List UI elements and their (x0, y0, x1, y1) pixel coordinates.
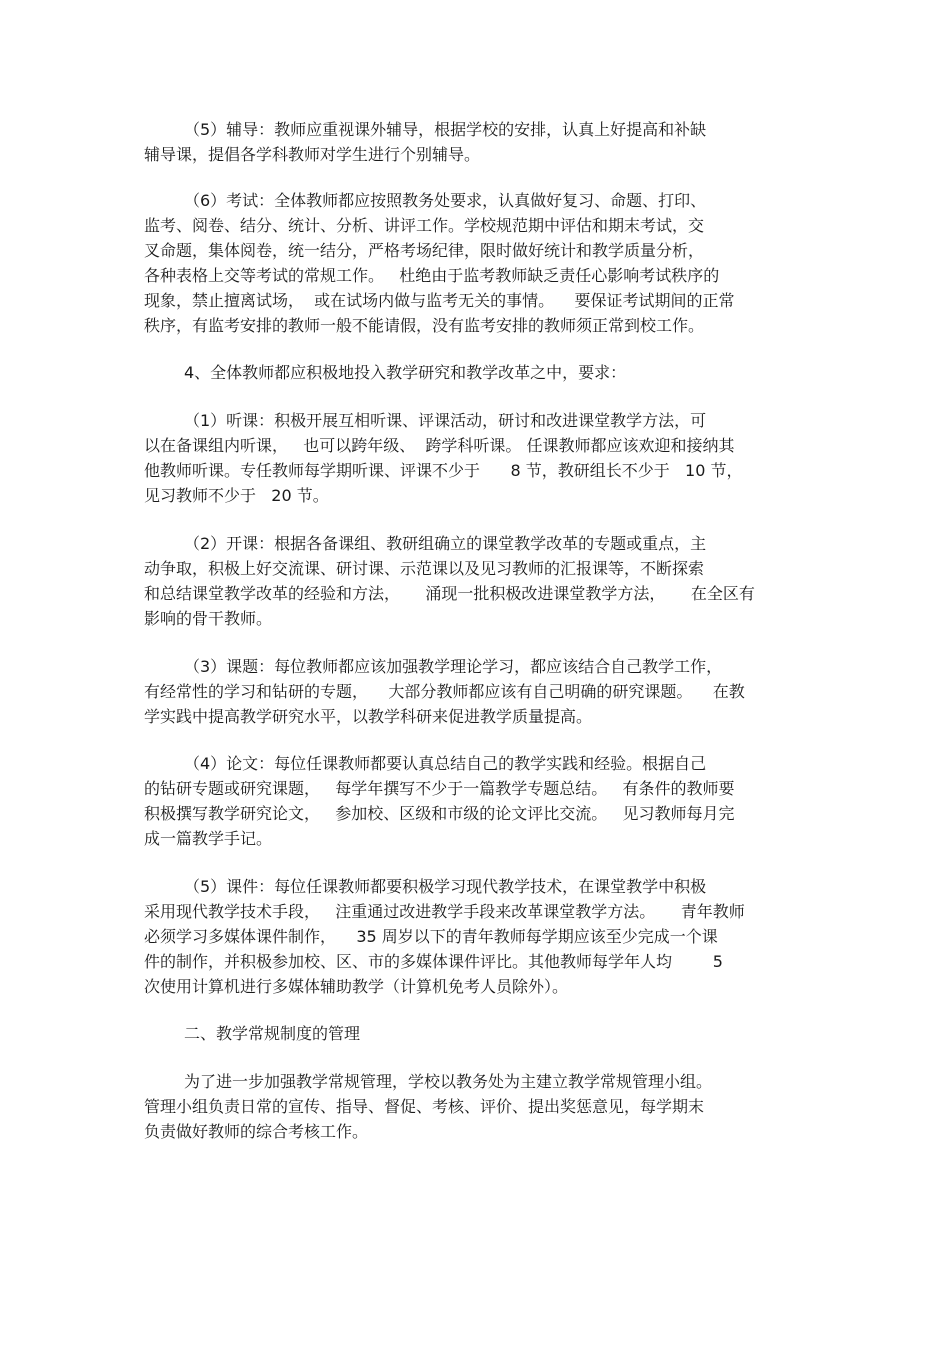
text-line: 成一篇教学手记。 (144, 829, 273, 848)
text-line: （3）课题：每位教师都应该加强教学理论学习，都应该结合自己教学工作， (184, 657, 723, 676)
text-line: 影响的骨干教师。 (144, 609, 273, 628)
text-line: 积极撰写教学研究论文， 参加校、区级和市级的论文评比交流。 见习教师每月完 (144, 804, 735, 823)
text-line: 秩序，有监考安排的教师一般不能请假，没有监考安排的教师须正常到校工作。 (144, 316, 705, 335)
text-line: 件的制作，并积极参加校、区、市的多媒体课件评比。其他教师每学年人均 5 (144, 952, 723, 971)
text-line: 有经常性的学习和钻研的专题， 大部分教师都应该有自己明确的研究课题。 在教 (144, 682, 745, 701)
text-line: （2）开课：根据各备课组、教研组确立的课堂教学改革的专题或重点，主 (184, 534, 707, 553)
text-line: 采用现代教学技术手段， 注重通过改进教学手段来改革课堂教学方法。 青年教师 (144, 902, 745, 921)
text-line: 各种表格上交等考试的常规工作。 杜绝由于监考教师缺乏责任心影响考试秩序的 (144, 266, 720, 285)
text-line: 叉命题，集体阅卷，统一结分，严格考场纪律，限时做好统计和教学质量分析， (144, 241, 705, 260)
section-heading: 二、教学常规制度的管理 (184, 1024, 361, 1043)
text-line: 的钻研专题或研究课题， 每学年撰写不少于一篇教学专题总结。 有条件的教师要 (144, 779, 735, 798)
text-line: 管理小组负责日常的宣传、指导、督促、考核、评价、提出奖惩意见，每学期末 (144, 1097, 705, 1116)
text-line: 监考、阅卷、结分、统计、分析、讲评工作。学校规范期中评估和期末考试，交 (144, 216, 705, 235)
text-line: 为了进一步加强教学常规管理，学校以教务处为主建立教学常规管理小组。 (184, 1072, 713, 1091)
text-line: 现象，禁止擅离试场， 或在试场内做与监考无关的事情。 要保证考试期间的正常 (144, 291, 735, 310)
text-line: 必须学习多媒体课件制作， 35 周岁以下的青年教师每学期应该至少完成一个课 (144, 927, 718, 946)
text-line: （5）课件：每位任课教师都要积极学习现代教学技术，在课堂教学中积极 (184, 877, 707, 896)
text-line: 负责做好教师的综合考核工作。 (144, 1122, 369, 1141)
text-line: 见习教师不少于 20 节。 (144, 486, 329, 505)
text-line: （6）考试：全体教师都应按照教务处要求，认真做好复习、命题、打印、 (184, 191, 707, 210)
text-line: （5）辅导：教师应重视课外辅导，根据学校的安排，认真上好提高和补缺 (184, 120, 707, 139)
text-line: 以在备课组内听课， 也可以跨年级、 跨学科听课。 任课教师都应该欢迎和接纳其 (144, 436, 735, 455)
text-line: 次使用计算机进行多媒体辅助教学（计算机免考人员除外）。 (144, 977, 569, 996)
text-line: 4、全体教师都应积极地投入教学研究和教学改革之中，要求： (184, 363, 627, 382)
text-line: （4）论文：每位任课教师都要认真总结自己的教学实践和经验。根据自己 (184, 754, 707, 773)
text-line: 学实践中提高教学研究水平，以教学科研来促进教学质量提高。 (144, 707, 593, 726)
text-line: （1）听课：积极开展互相听课、评课活动，研讨和改进课堂教学方法，可 (184, 411, 707, 430)
text-line: 动争取，积极上好交流课、研讨课、示范课以及见习教师的汇报课等，不断探索 (144, 559, 705, 578)
text-line: 和总结课堂教学改革的经验和方法， 涌现一批积极改进课堂教学方法， 在全区有 (144, 584, 755, 603)
text-line: 他教师听课。专任教师每学期听课、评课不少于 8 节，教研组长不少于 10 节， (144, 461, 743, 480)
text-line: 辅导课，提倡各学科教师对学生进行个别辅导。 (144, 145, 481, 164)
